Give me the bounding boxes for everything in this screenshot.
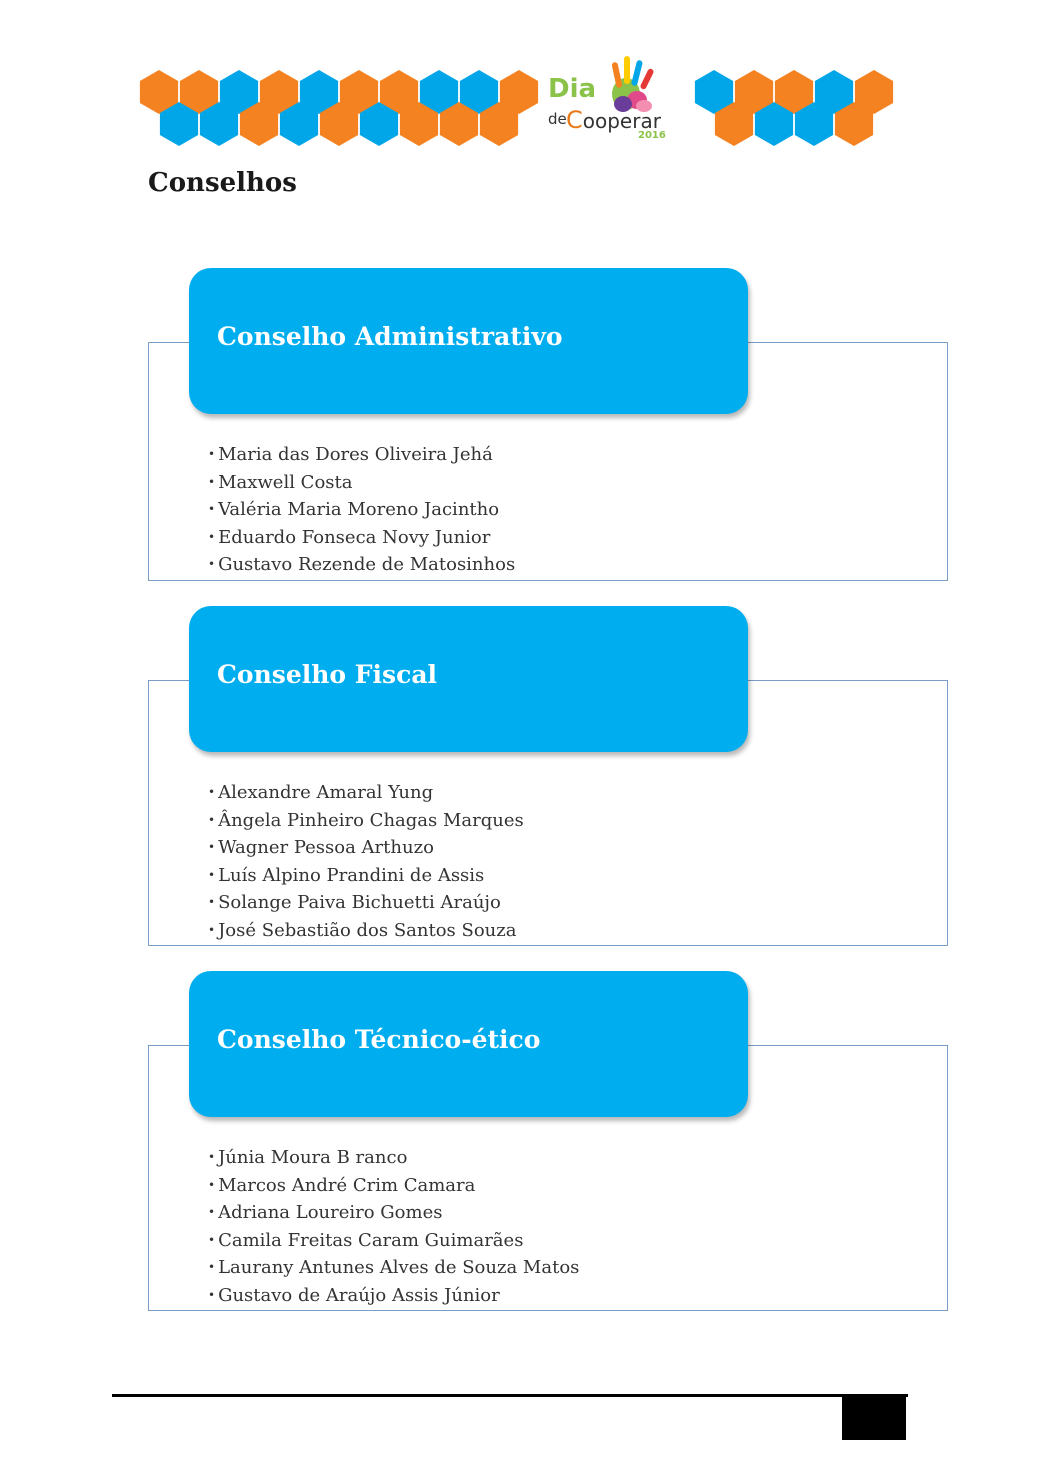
logo-cooperar-rest: ooperar bbox=[582, 109, 661, 133]
logo-dia-text: Dia bbox=[548, 74, 597, 104]
section-header-tab bbox=[189, 971, 748, 1117]
hexagon-shape bbox=[775, 70, 813, 114]
hexagon-shape bbox=[755, 102, 793, 146]
hexagon-shape bbox=[795, 102, 833, 146]
list-item: • Valéria Maria Moreno Jacintho bbox=[208, 497, 515, 525]
page-number-box bbox=[842, 1396, 906, 1440]
dia-de-cooperar-logo bbox=[540, 48, 670, 148]
list-item: • Laurany Antunes Alves de Souza Matos bbox=[208, 1255, 579, 1283]
hexagon-shape bbox=[735, 70, 773, 114]
hexagon-shape bbox=[815, 70, 853, 114]
list-item: • Solange Paiva Bichuetti Araújo bbox=[208, 890, 524, 918]
header-banner bbox=[130, 48, 900, 148]
list-item: • Eduardo Fonseca Novy Junior bbox=[208, 525, 515, 553]
hexagon-shape bbox=[855, 70, 893, 114]
list-item: • Camila Freitas Caram Guimarães bbox=[208, 1228, 579, 1256]
hexagon-pattern-left bbox=[130, 48, 540, 148]
list-item: • Gustavo de Araújo Assis Júnior bbox=[208, 1283, 579, 1311]
logo-cooperar-initial: C bbox=[566, 106, 583, 134]
member-list bbox=[208, 442, 515, 580]
logo-year: 2016 bbox=[638, 130, 666, 141]
section-header-tab bbox=[189, 606, 748, 752]
section-conselho-tecnico-etico bbox=[148, 971, 948, 1313]
list-item: • Gustavo Rezende de Matosinhos bbox=[208, 552, 515, 580]
page-title: Conselhos bbox=[148, 168, 297, 198]
list-item: • Alexandre Amaral Yung bbox=[208, 780, 524, 808]
list-item: • Adriana Loureiro Gomes bbox=[208, 1200, 579, 1228]
member-list bbox=[208, 780, 524, 946]
list-item: • Ângela Pinheiro Chagas Marques bbox=[208, 808, 524, 836]
list-item: • José Sebastião dos Santos Souza bbox=[208, 918, 524, 946]
list-item: • Wagner Pessoa Arthuzo bbox=[208, 835, 524, 863]
list-item: • Júnia Moura B ranco bbox=[208, 1145, 579, 1173]
section-conselho-administrativo bbox=[148, 268, 948, 582]
section-title: Conselho Administrativo bbox=[217, 322, 563, 351]
hexagon-shape bbox=[695, 70, 733, 114]
hexagon-shape bbox=[835, 102, 873, 146]
list-item: • Luís Alpino Prandini de Assis bbox=[208, 863, 524, 891]
section-conselho-fiscal bbox=[148, 606, 948, 948]
section-header-tab bbox=[189, 268, 748, 414]
logo-de-text: de bbox=[548, 110, 567, 128]
section-title: Conselho Técnico-ético bbox=[217, 1025, 541, 1054]
list-item: • Marcos André Crim Camara bbox=[208, 1173, 579, 1201]
list-item: • Maxwell Costa bbox=[208, 470, 515, 498]
section-title: Conselho Fiscal bbox=[217, 660, 438, 689]
list-item: • Maria das Dores Oliveira Jehá bbox=[208, 442, 515, 470]
footer-rule bbox=[112, 1394, 908, 1397]
hexagon-shape bbox=[715, 102, 753, 146]
member-list bbox=[208, 1145, 579, 1311]
